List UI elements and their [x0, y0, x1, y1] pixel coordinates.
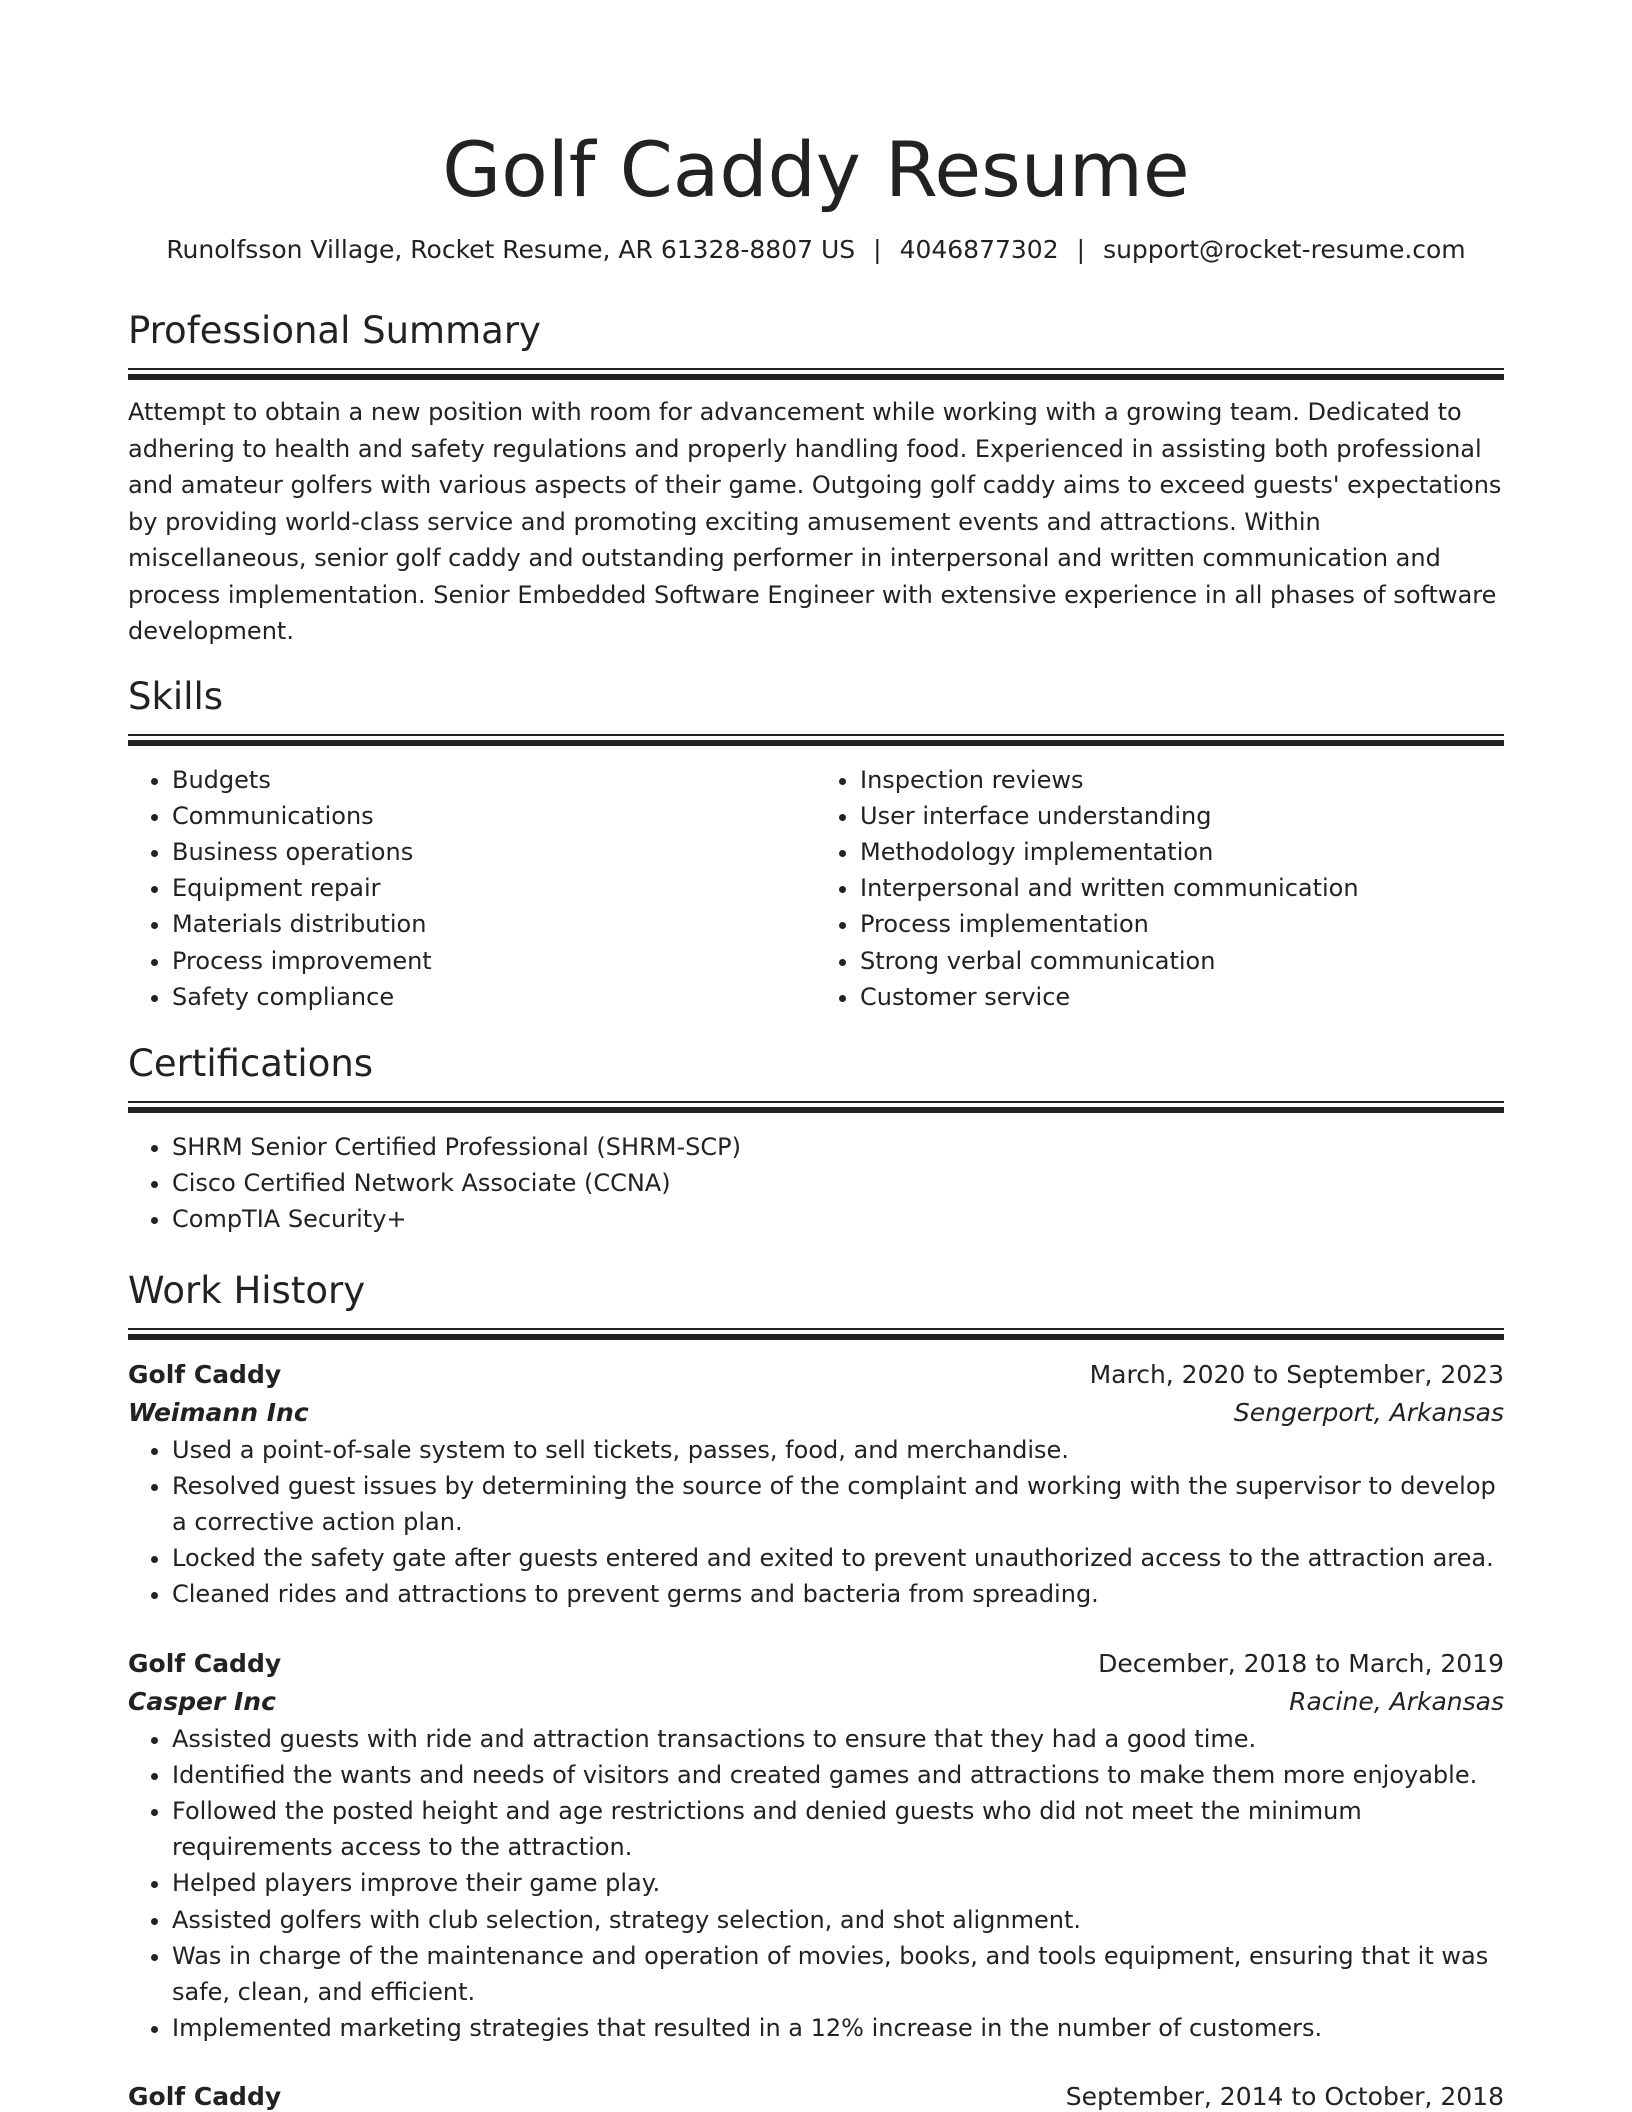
- job-dates: September, 2014 to October, 2018: [1065, 2082, 1504, 2112]
- skills-column-left: [128, 762, 816, 1015]
- job-bullet: • Identified the wants and needs of visitors and created games and attractions to make them more enjoyable.: [172, 1757, 1504, 1793]
- certification-item: • SHRM Senior Certified Professional (SHRM-SCP): [172, 1129, 1504, 1165]
- job-bullet: • Cleaned rides and attractions to prevent germs and bacteria from spreading.: [172, 1576, 1504, 1612]
- job-header: [128, 1356, 1504, 1394]
- summary-text: Attempt to obtain a new position with room for advancement while working with a growing team. Dedicated to adhering to health and safety regulations and properly handling food. Experienced in assisting both professional and amateur golfers with various aspects of their game. Outgoing golf caddy aims to exceed guests' expectations by providing world-class service and promoting exciting amusement events and attractions. Within miscellaneous, senior golf caddy and outstanding performer in interpersonal and written communication and process implementation. Senior Embedded Software Engineer with extensive experience in all phases of software development.: [128, 398, 1502, 645]
- job-title: Golf Caddy: [128, 1359, 282, 1389]
- skills-list-left: [128, 762, 816, 1015]
- skills-grid: [128, 762, 1504, 1015]
- certifications-section: [128, 1041, 1504, 1238]
- contact-email: support@rocket-resume.com: [1103, 235, 1466, 264]
- summary-section: [128, 308, 1504, 650]
- skill-item: • Business operations: [172, 834, 816, 870]
- job-bullets: [128, 1432, 1504, 1613]
- certification-item: • CompTIA Security+: [172, 1201, 1504, 1237]
- job-dates: March, 2020 to September, 2023: [1089, 1359, 1504, 1389]
- section-divider: [128, 1101, 1504, 1113]
- job-header: [128, 1645, 1504, 1683]
- skill-item: • Interpersonal and written communication: [860, 870, 1504, 906]
- skills-heading: Skills: [128, 674, 224, 718]
- job-entry: [128, 1356, 1504, 1613]
- work-history-section: [128, 1268, 1504, 2112]
- contact-separator: |: [1076, 235, 1086, 264]
- certifications-list: [128, 1129, 1504, 1238]
- job-entry: [128, 1645, 1504, 2047]
- work-history-heading: Work History: [128, 1268, 366, 1312]
- job-dates: December, 2018 to March, 2019: [1098, 1648, 1504, 1678]
- contact-separator: |: [873, 235, 882, 264]
- job-company: Weimann Inc: [128, 1397, 309, 1427]
- section-divider: [128, 368, 1504, 380]
- job-bullet: • Assisted guests with ride and attraction transactions to ensure that they had a good time.: [172, 1721, 1504, 1757]
- resume-title: Golf Caddy Resume: [442, 125, 1190, 214]
- skills-section: [128, 674, 1504, 1015]
- skill-item: • Communications: [172, 798, 816, 834]
- skill-item: • Customer service: [860, 979, 1504, 1015]
- job-title: Golf Caddy: [128, 1648, 282, 1678]
- job-bullet: • Was in charge of the maintenance and operation of movies, books, and tools equipment, ensuring that it was safe, clean, and efficient.: [172, 1938, 1504, 2010]
- contact-address: Runolfsson Village, Rocket Resume, AR 61328-8807 US: [166, 235, 856, 264]
- job-bullet: • Helped players improve their game play.: [172, 1865, 1504, 1901]
- resume-page: [128, 0, 1504, 2112]
- job-subheader: [128, 1683, 1504, 1721]
- job-bullet: • Locked the safety gate after guests entered and exited to prevent unauthorized access to the attraction area.: [172, 1540, 1504, 1576]
- skill-item: • Inspection reviews: [860, 762, 1504, 798]
- job-bullet: • Followed the posted height and age restrictions and denied guests who did not meet the minimum requirements access to the attraction.: [172, 1793, 1504, 1865]
- contact-phone: 4046877302: [899, 235, 1059, 264]
- job-title: Golf Caddy: [128, 2082, 282, 2112]
- job-location: Racine, Arkansas: [1289, 1686, 1504, 1716]
- skills-column-right: [816, 762, 1504, 1015]
- skill-item: • Process improvement: [172, 943, 816, 979]
- contact-line: [128, 234, 1504, 266]
- skill-item: • Safety compliance: [172, 979, 816, 1015]
- job-bullets: [128, 1721, 1504, 2047]
- job-entry: [128, 2078, 1504, 2112]
- job-bullet: • Assisted golfers with club selection, strategy selection, and shot alignment.: [172, 1902, 1504, 1938]
- summary-heading: Professional Summary: [128, 309, 541, 352]
- skills-list-right: [816, 762, 1504, 1015]
- skill-item: • Equipment repair: [172, 870, 816, 906]
- job-company: Casper Inc: [128, 1686, 276, 1716]
- job-location: Sengerport, Arkansas: [1233, 1397, 1504, 1427]
- skill-item: • Strong verbal communication: [860, 943, 1504, 979]
- skill-item: • Materials distribution: [172, 906, 816, 942]
- skill-item: • Methodology implementation: [860, 834, 1504, 870]
- skill-item: • User interface understanding: [860, 798, 1504, 834]
- job-header: [128, 2078, 1504, 2112]
- section-divider: [128, 1328, 1504, 1340]
- section-divider: [128, 734, 1504, 746]
- certification-item: • Cisco Certified Network Associate (CCNA): [172, 1165, 1504, 1201]
- job-bullet: • Implemented marketing strategies that resulted in a 12% increase in the number of customers.: [172, 2010, 1504, 2046]
- skill-item: • Process implementation: [860, 906, 1504, 942]
- skill-item: • Budgets: [172, 762, 816, 798]
- certifications-heading: Certifications: [128, 1041, 374, 1085]
- job-bullet: • Resolved guest issues by determining the source of the complaint and working with the supervisor to develop a corrective action plan.: [172, 1468, 1504, 1540]
- job-subheader: [128, 1394, 1504, 1432]
- job-bullet: • Used a point-of-sale system to sell tickets, passes, food, and merchandise.: [172, 1432, 1504, 1468]
